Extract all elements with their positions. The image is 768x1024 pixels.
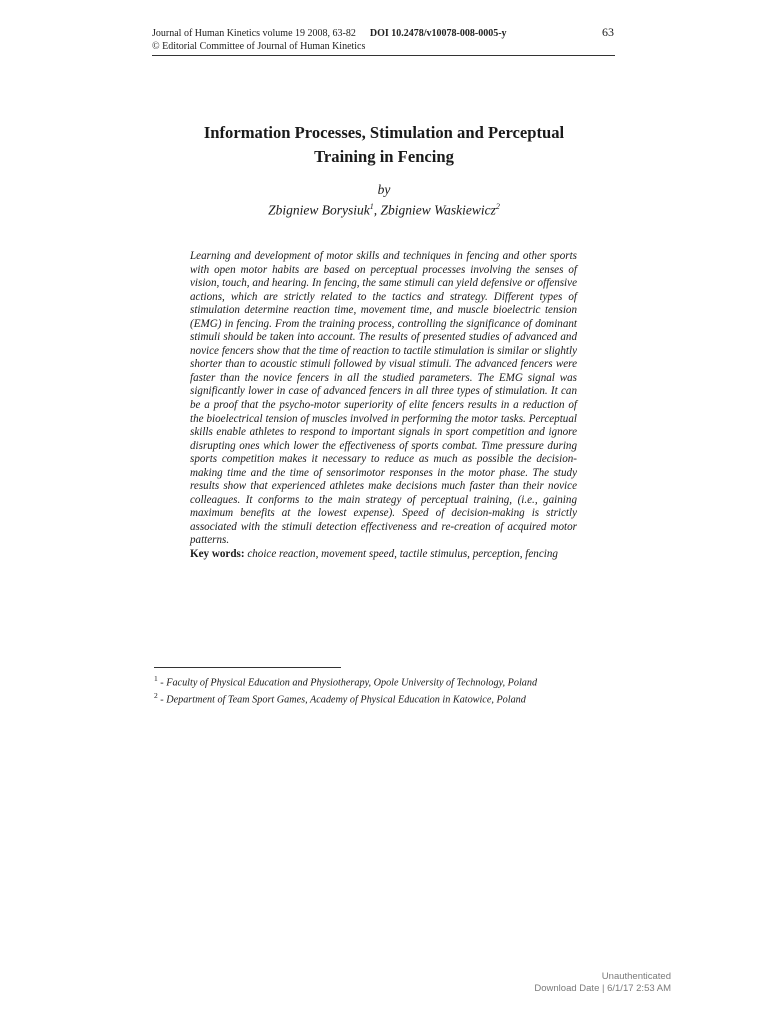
author-2-affiliation-mark[interactable]: 2 <box>495 202 500 211</box>
author-separator: , <box>373 202 381 218</box>
keywords-label: Key words: <box>190 548 245 561</box>
byline-by: by <box>377 182 391 197</box>
footnote-divider <box>154 667 341 668</box>
footnote-2 <box>154 689 614 706</box>
copyright-line: © Editorial Committee of Journal of Human Kinetics <box>152 41 366 52</box>
page-number: 63 <box>602 25 614 39</box>
footnote-2-mark: 2 <box>154 691 158 701</box>
doi-link[interactable]: DOI 10.2478/v10078-008-0005-y <box>369 28 507 39</box>
header-divider <box>152 55 615 56</box>
abstract <box>190 250 577 562</box>
footnote-2-text: - Department of Team Sport Games, Academy of Physical Education in Katowice, Poland <box>157 694 526 706</box>
footnote-1-mark: 1 <box>154 674 158 683</box>
keywords-list: choice reaction, movement speed, tactile stimulus, perception, fencing <box>244 548 558 561</box>
footnote-1-text: - Faculty of Physical Education and Physiotherapy, Opole University of Technology, Poland <box>157 677 538 689</box>
keywords-line <box>190 548 577 562</box>
author-2-name: Zbigniew Waskiewicz <box>380 202 496 218</box>
title-line-1: Information Processes, Stimulation and Perceptual <box>203 123 565 142</box>
author-1-affiliation-mark[interactable]: 1 <box>369 202 374 211</box>
watermark-status: Unauthenticated <box>601 971 671 982</box>
footnotes <box>154 672 614 707</box>
download-watermark <box>534 971 671 995</box>
title-line-2: Training in Fencing <box>314 147 454 166</box>
author-list <box>150 202 618 219</box>
journal-citation: Journal of Human Kinetics volume 19 2008, 63-82 <box>152 28 356 39</box>
abstract-text: Learning and development of motor skills and techniques in fencing and other sports with open motor habits are based on perceptual processes involving the senses of vision, touch, and hearing. In fencing, the same stimuli can yield defensive or offensive actions, which are strictly related to the tactics and strategy. Different types of stimulation determine reaction time, movement time, and muscle bioelectric tension (EMG) in fencing. From the training process, controlling the significance of dominant stimuli should be taken into account. The results of presented studies of advanced and novice fencers show that the time of reaction to tactile stimulation is similar or slightly shorter than to acoustic stimuli followed by visual stimuli. The advanced fencers were faster than the novice fencers in all the studied parameters. The EMG signal was significantly lower in case of advanced fencers in all three types of stimulation. It can be a proof that the psycho-motor superiority of elite fencers results in a reduction of the bioelectrical tension of muscles involved in performing the motor tasks. Perceptual skills enable athletes to respond to important signals in sport competition and ignore disrupting ones which lower the effectiveness of sports combat. Time pressure during sports competition makes it necessary to reduce as much as possible the decision-making time and the time of sensorimotor responses in the motor phase. The study results show that experienced athletes make decisions much faster than their novice colleagues. It conforms to the main strategy of perceptual training, (i.e., gaining maximum benefits at the lowest expense). Speed of decision-making is strictly associated with the stimuli detection effectiveness and re-creation of acquired motor patterns. <box>190 250 577 547</box>
running-header <box>152 27 614 53</box>
watermark-download-date: Download Date | 6/1/17 2:53 AM <box>534 983 671 994</box>
header-row <box>152 27 614 40</box>
author-1-name: Zbigniew Borysiuk <box>268 202 370 218</box>
article-title <box>150 121 618 169</box>
footnote-1 <box>154 672 614 689</box>
